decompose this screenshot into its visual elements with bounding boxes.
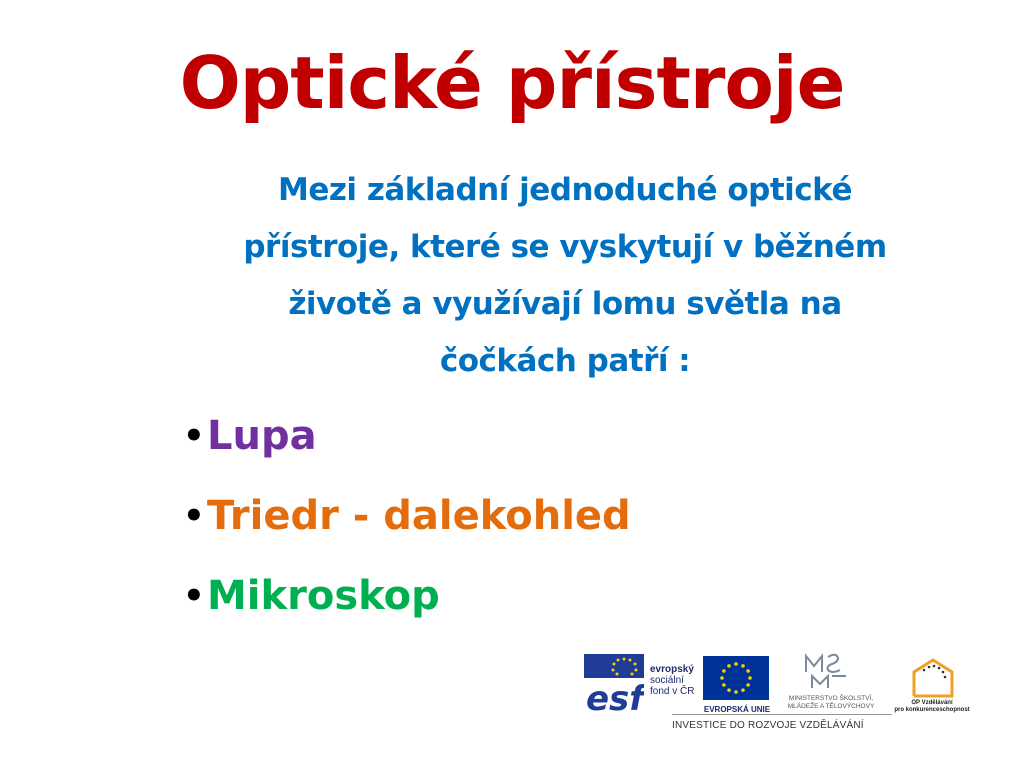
intro-line: čočkách patří : xyxy=(439,343,691,379)
op-logo-icon xyxy=(910,658,956,698)
msmt-label-line: MLÁDEŽE A TĚLOVÝCHOVY xyxy=(787,703,875,710)
eu-star-icon xyxy=(748,676,752,680)
intro-line: přístroje, které se vyskytují v běžném xyxy=(243,229,887,265)
bullet-text: Lupa xyxy=(207,413,317,459)
slide-title: Optické přístroje xyxy=(179,41,845,125)
investice-label: INVESTICE DO ROZVOJE VZDĚLÁVÁNÍ xyxy=(672,720,864,731)
eu-star-icon xyxy=(722,669,726,673)
intro-line: životě a využívají lomu světla na xyxy=(288,286,842,322)
bullet-text: Triedr - dalekohled xyxy=(207,493,631,539)
eu-star-icon xyxy=(741,688,745,692)
eu-label: EVROPSKÁ UNIE xyxy=(703,705,771,714)
eu-star-icon xyxy=(734,662,738,666)
eu-star-icon xyxy=(727,664,731,668)
divider xyxy=(672,714,892,715)
bullet-list xyxy=(183,396,943,636)
esf-logo-icon xyxy=(584,654,644,714)
op-label-line: pro konkurenceschopnost xyxy=(894,707,970,713)
bullet-item-triedr xyxy=(183,476,943,556)
msmt-label xyxy=(772,695,890,711)
op-label xyxy=(892,700,972,714)
eu-star-icon xyxy=(720,676,724,680)
bullet-icon: • xyxy=(183,416,205,456)
bullet-item-lupa xyxy=(183,396,943,476)
eu-star-icon xyxy=(741,664,745,668)
eu-star-icon xyxy=(727,688,731,692)
bullet-text: Mikroskop xyxy=(207,573,440,619)
intro-paragraph xyxy=(190,162,940,390)
msmt-label-line: MINISTERSTVO ŠKOLSTVÍ, xyxy=(788,695,874,702)
intro-line: Mezi základní jednoduché optické xyxy=(278,172,852,208)
esf-label-line: evropský xyxy=(650,664,694,675)
eu-flag-icon xyxy=(703,656,769,700)
esf-label xyxy=(650,664,694,697)
op-label-line: OP Vzdělávání xyxy=(911,700,953,706)
eu-star-icon xyxy=(734,690,738,694)
eu-star-icon xyxy=(722,683,726,687)
bullet-icon: • xyxy=(183,496,205,536)
bullet-item-mikroskop xyxy=(183,556,943,636)
bullet-icon: • xyxy=(183,576,205,616)
esf-label-line: fond v ČR xyxy=(650,686,695,697)
esf-label-line: sociální xyxy=(650,675,684,686)
esf-logo-mark: esf xyxy=(586,679,644,714)
msmt-logo-icon xyxy=(802,652,858,692)
eu-star-icon xyxy=(746,669,750,673)
sponsor-logo-bar xyxy=(580,650,975,740)
eu-star-icon xyxy=(746,683,750,687)
